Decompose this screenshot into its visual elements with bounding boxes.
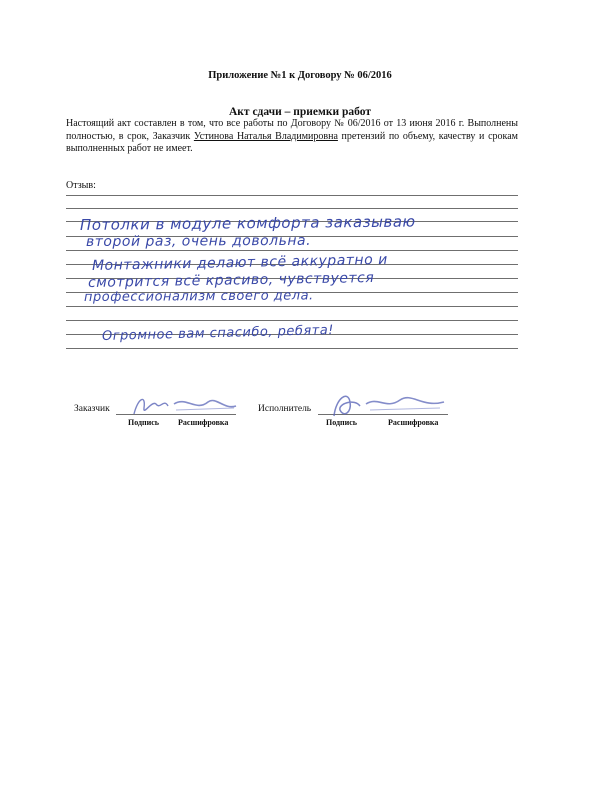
contractor-signature-scribble [320,388,450,422]
feedback-rule [66,320,518,321]
customer-label: Заказчик [74,404,110,414]
contractor-signature-caption: Подпись [326,418,358,427]
intro-text-after: претензий по объему, качеству и срокам выполненных работ не имеет. [66,130,518,154]
feedback-rule [66,195,518,196]
handwritten-line-3: Монтажники делают всё аккуратно и [91,251,388,274]
customer-signature-scribble [116,390,246,420]
handwritten-line-2: второй раз, очень довольна. [85,232,312,250]
customer-name: Устинова Наталья Владимировна [193,130,338,142]
act-title: Акт сдачи – приемки работ [229,106,371,118]
intro-paragraph [66,118,518,156]
handwritten-line-5: профессионализм своего дела. [83,288,314,305]
contractor-decryption-caption: Расшифровка [388,418,439,427]
appendix-title: Приложение №1 к Договору № 06/2016 [208,70,392,81]
customer-decryption-caption: Расшифровка [178,418,229,427]
handwritten-line-1: Потолки в модуле комфорта заказываю [79,212,416,234]
customer-signature-caption: Подпись [128,418,160,427]
feedback-label: Отзыв: [66,180,96,191]
feedback-rule [66,250,518,251]
handwritten-line-6: Огромное вам спасибо, ребята! [101,322,335,344]
contractor-label: Исполнитель [258,404,312,414]
feedback-rule [66,348,518,349]
intro-text-before: Настоящий акт составлен в том, что все работы по Договору № 06/2016 от 13 июня 2016 г. Выполнены полностью, в срок, Заказчик [66,118,518,142]
feedback-rule [66,208,518,209]
handwritten-line-4: смотрится всё красиво, чувствуется [87,270,375,291]
feedback-rule [66,306,518,307]
